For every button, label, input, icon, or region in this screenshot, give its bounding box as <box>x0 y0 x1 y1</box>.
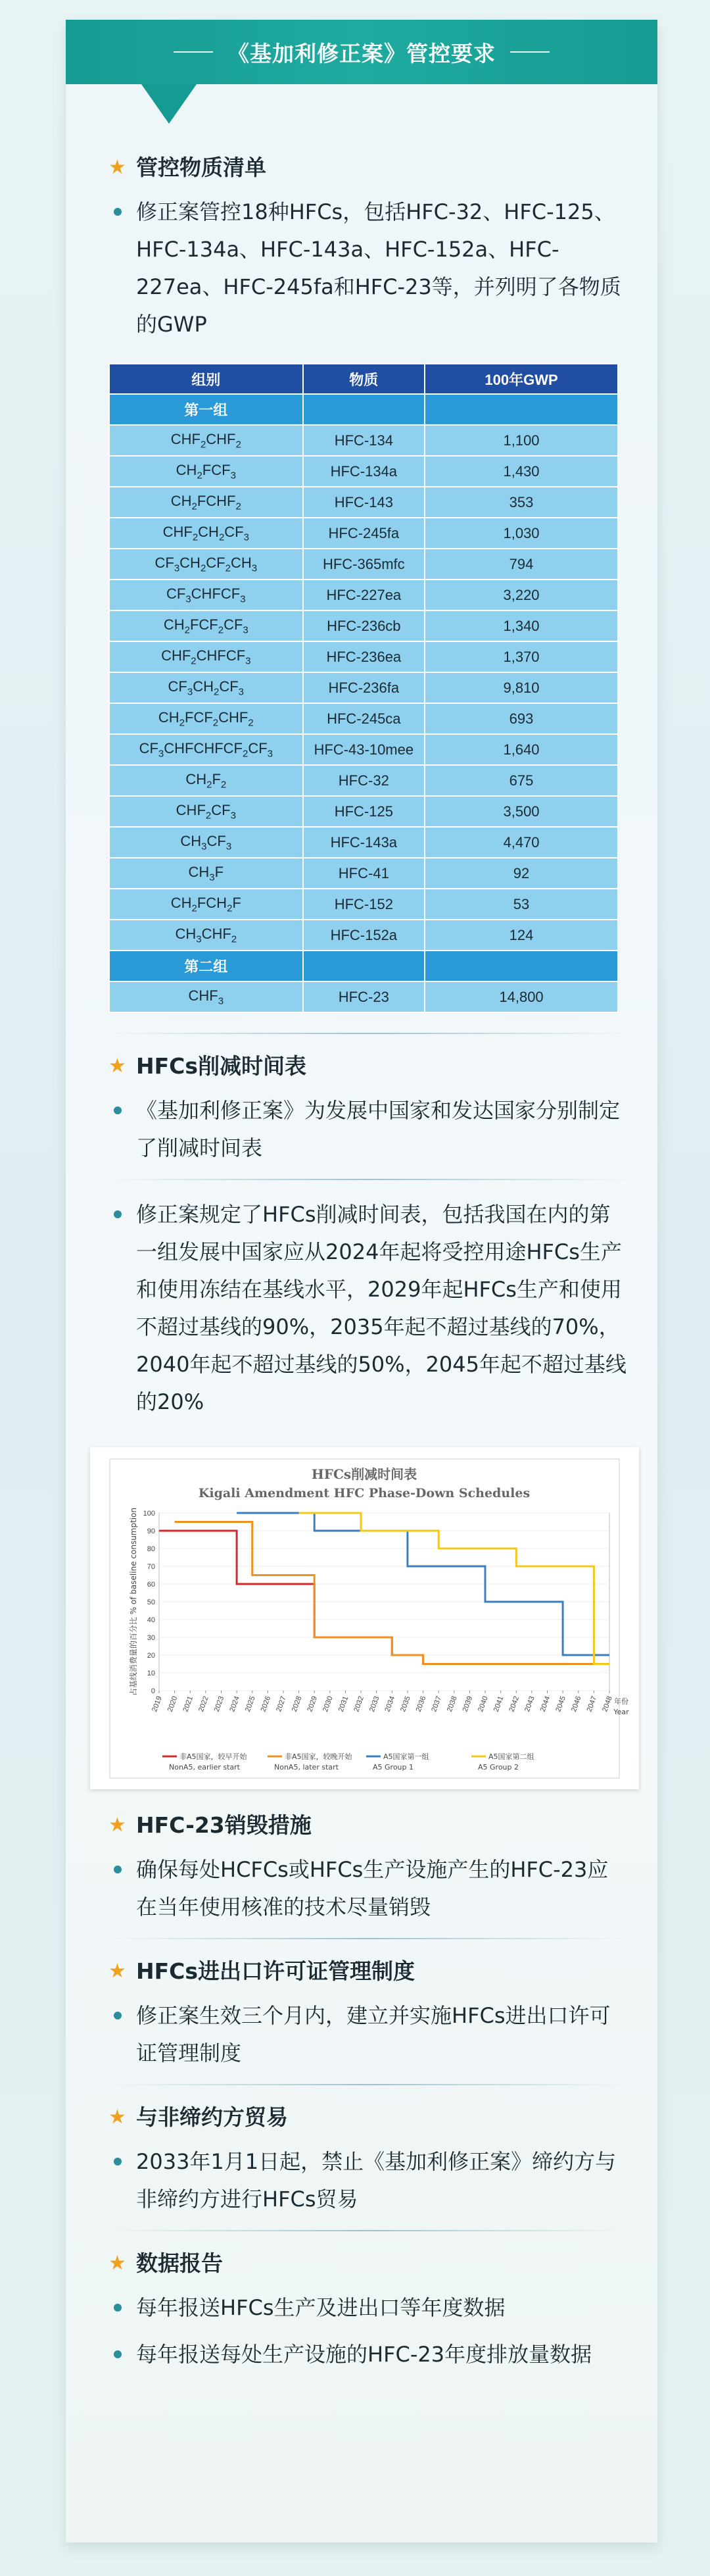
star-icon: ★ <box>108 2252 126 2275</box>
gwp-cell: 1,430 <box>425 456 618 487</box>
x-tick-label: 2045 <box>554 1695 567 1714</box>
divider <box>108 2230 628 2231</box>
substance-cell: HFC-143a <box>303 827 425 858</box>
star-icon: ★ <box>108 2106 126 2129</box>
gwp-cell: 53 <box>425 889 618 920</box>
section-title-text: 管控物质清单 <box>136 155 266 180</box>
y-tick-label: 90 <box>147 1527 155 1535</box>
empty-cell <box>303 394 425 425</box>
y-tick-label: 40 <box>147 1616 155 1624</box>
formula-cell: $CH_3F$ <box>109 858 303 889</box>
formula-cell: $CHF_2CF_3$ <box>109 796 303 827</box>
group-label: 第一组 <box>109 394 303 425</box>
bullet-item <box>108 1092 628 1167</box>
table-header-gwp: 100年GWP <box>425 364 618 394</box>
star-icon: ★ <box>108 1960 126 1983</box>
x-tick-label: 2041 <box>492 1695 506 1714</box>
table-header-row <box>109 364 618 394</box>
chart-svg <box>90 1447 639 1789</box>
substance-cell: HFC-41 <box>303 858 425 889</box>
bullet-text: 修正案规定了HFCs削减时间表，包括我国在内的第一组发展中国家应从2024年起将受控用途HFCs生产和使用冻结在基线水平，2029年起HFCs生产和使用不超过基线的90%，2035年起不超过基线的70%，2040年起不超过基线的50%，2045年起不超过基线的20% <box>136 1202 627 1414</box>
section-title-schedule <box>108 1050 628 1083</box>
table-row <box>109 981 618 1012</box>
section-title-hfc23 <box>108 1809 628 1842</box>
x-axis-unit-en: Year <box>613 1708 629 1716</box>
bullet-item <box>108 1997 628 2072</box>
gwp-cell: 14,800 <box>425 981 618 1012</box>
y-tick-label: 30 <box>147 1634 155 1642</box>
legend-label-cn: A5国家第二组 <box>488 1752 534 1761</box>
formula-cell: $CHF_2CHF_2$ <box>109 425 303 456</box>
chart-subtitle: Kigali Amendment HFC Phase-Down Schedules <box>198 1486 531 1500</box>
phase-down-chart <box>90 1447 639 1789</box>
bullet-dot-icon <box>114 2012 122 2019</box>
x-tick-label: 2048 <box>601 1695 614 1714</box>
formula-cell: $CH_2FCH_2F$ <box>109 889 303 920</box>
x-tick-label: 2038 <box>445 1695 459 1714</box>
x-tick-label: 2034 <box>383 1695 397 1714</box>
y-tick-label: 60 <box>147 1581 155 1589</box>
x-tick-label: 2026 <box>259 1695 273 1714</box>
table-row <box>109 827 618 858</box>
table-row <box>109 858 618 889</box>
section-title-license <box>108 1955 628 1988</box>
table-row <box>109 703 618 734</box>
legend-label-en: NonA5, later start <box>274 1763 339 1771</box>
formula-cell: $CH_2FCF_2CHF_2$ <box>109 703 303 734</box>
x-tick-label: 2044 <box>538 1695 552 1714</box>
legend-label-en: NonA5, earlier start <box>169 1763 240 1771</box>
bullet-dot-icon <box>114 1106 122 1114</box>
x-tick-label: 2037 <box>430 1695 443 1714</box>
y-tick-label: 50 <box>147 1598 155 1606</box>
bullet-text: 每年报送HFCs生产及进出口等年度数据 <box>136 2295 506 2320</box>
substance-cell: HFC-134a <box>303 456 425 487</box>
x-tick-label: 2042 <box>508 1695 521 1714</box>
bullet-text: 修正案生效三个月内，建立并实施HFCs进出口许可证管理制度 <box>136 2003 611 2066</box>
table-group-row <box>109 951 618 981</box>
bullet-text: 修正案管控18种HFCs，包括HFC-32、HFC-125、HFC-134a、HFC-143a、HFC-152a、HFC-227ea、HFC-245fa和HFC-23等，并列明了各物质的GWP <box>136 199 621 337</box>
gwp-cell: 693 <box>425 703 618 734</box>
substance-cell: HFC-245fa <box>303 518 425 549</box>
formula-cell: $CHF_2CH_2CF_3$ <box>109 518 303 549</box>
x-axis-unit-cn: 年份 <box>614 1697 628 1706</box>
divider <box>108 1033 628 1034</box>
formula-cell: $CF_3CH_2CF_2CH_3$ <box>109 549 303 580</box>
formula-cell: $CH_2FCF_3$ <box>109 456 303 487</box>
gwp-cell: 1,030 <box>425 518 618 549</box>
section-title-text: HFCs进出口许可证管理制度 <box>136 1958 415 1984</box>
y-tick-label: 70 <box>147 1563 155 1571</box>
header-notch <box>141 84 197 124</box>
substance-cell: HFC-152 <box>303 889 425 920</box>
formula-cell: $CH_3CHF_2$ <box>109 920 303 951</box>
x-tick-label: 2021 <box>181 1695 195 1714</box>
bullet-dot-icon <box>114 2304 122 2312</box>
table-row <box>109 425 618 456</box>
bullet-text: 2033年1月1日起，禁止《基加利修正案》缔约方与非缔约方进行HFCs贸易 <box>136 2149 617 2212</box>
table-row <box>109 641 618 672</box>
header-left-line <box>174 51 213 53</box>
x-tick-label: 2035 <box>399 1695 412 1714</box>
bullet-dot-icon <box>114 2158 122 2166</box>
empty-cell <box>425 394 618 425</box>
x-tick-label: 2031 <box>337 1695 350 1714</box>
table-row <box>109 734 618 765</box>
x-tick-label: 2043 <box>523 1695 536 1714</box>
bullet-item <box>108 2143 628 2218</box>
table-row <box>109 456 618 487</box>
y-axis-label: 占基线消费量的百分比 % of baseline consumption <box>129 1507 138 1697</box>
x-tick-label: 2028 <box>290 1695 304 1714</box>
substance-cell: HFC-227ea <box>303 580 425 610</box>
gwp-cell: 9,810 <box>425 672 618 703</box>
y-tick-label: 20 <box>147 1652 155 1660</box>
table-row <box>109 518 618 549</box>
legend-label-cn: 非A5国家，较晚开始 <box>285 1752 352 1761</box>
formula-cell: $CH_2FCHF_2$ <box>109 487 303 518</box>
x-tick-label: 2024 <box>228 1695 241 1714</box>
table-row <box>109 796 618 827</box>
formula-cell: $CF_3CHFCHFCF_2CF_3$ <box>109 734 303 765</box>
main-content <box>108 151 628 2383</box>
chart-title: HFCs削减时间表 <box>311 1466 417 1482</box>
y-tick-label: 10 <box>147 1670 155 1677</box>
table-row <box>109 549 618 580</box>
section-title-trade <box>108 2101 628 2134</box>
gwp-cell: 1,100 <box>425 425 618 456</box>
gwp-table <box>108 363 619 1013</box>
formula-cell: $CHF_2CHFCF_3$ <box>109 641 303 672</box>
x-tick-label: 2027 <box>275 1695 288 1714</box>
x-tick-label: 2030 <box>321 1695 335 1714</box>
divider <box>108 1938 628 1939</box>
y-tick-label: 100 <box>143 1510 155 1518</box>
table-header-group: 组别 <box>109 364 303 394</box>
x-tick-label: 2020 <box>166 1695 179 1714</box>
gwp-cell: 675 <box>425 765 618 796</box>
x-tick-label: 2019 <box>151 1695 164 1714</box>
formula-cell: $CH_2FCF_2CF_3$ <box>109 610 303 641</box>
bullet-dot-icon <box>114 208 122 216</box>
x-tick-label: 2047 <box>585 1695 599 1714</box>
formula-cell: $CH_2F_2$ <box>109 765 303 796</box>
bullet-text: 确保每处HCFCs或HFCs生产设施产生的HFC-23应在当年使用核准的技术尽量销毁 <box>136 1857 609 1920</box>
gwp-cell: 3,500 <box>425 796 618 827</box>
substance-cell: HFC-134 <box>303 425 425 456</box>
legend-label-cn: A5国家第一组 <box>383 1752 429 1761</box>
gwp-cell: 1,640 <box>425 734 618 765</box>
substance-cell: HFC-236ea <box>303 641 425 672</box>
substance-cell: HFC-365mfc <box>303 549 425 580</box>
substance-cell: HFC-236fa <box>303 672 425 703</box>
x-tick-label: 2039 <box>461 1695 475 1714</box>
gwp-table-body <box>109 394 618 1012</box>
x-tick-label: 2040 <box>477 1695 490 1714</box>
table-row <box>109 610 618 641</box>
section-title-text: HFCs削减时间表 <box>136 1053 307 1079</box>
empty-cell <box>303 951 425 981</box>
header-right-line <box>510 51 550 53</box>
substance-cell: HFC-236cb <box>303 610 425 641</box>
header-banner <box>66 20 657 84</box>
table-row <box>109 672 618 703</box>
group-label: 第二组 <box>109 951 303 981</box>
bullet-item <box>108 2336 628 2373</box>
x-tick-label: 2022 <box>197 1695 210 1714</box>
gwp-cell: 1,340 <box>425 610 618 641</box>
formula-cell: $CH_3CF_3$ <box>109 827 303 858</box>
bullet-item <box>108 193 628 343</box>
star-icon: ★ <box>108 156 126 179</box>
gwp-cell: 4,470 <box>425 827 618 858</box>
substance-cell: HFC-152a <box>303 920 425 951</box>
gwp-cell: 92 <box>425 858 618 889</box>
section-title-report <box>108 2247 628 2280</box>
table-row <box>109 889 618 920</box>
section-title-substances <box>108 151 628 184</box>
empty-cell <box>425 951 618 981</box>
bullet-dot-icon <box>114 2350 122 2358</box>
bullet-dot-icon <box>114 1210 122 1218</box>
gwp-cell: 124 <box>425 920 618 951</box>
gwp-cell: 353 <box>425 487 618 518</box>
formula-cell: $CF_3CH_2CF_3$ <box>109 672 303 703</box>
substance-cell: HFC-143 <box>303 487 425 518</box>
x-tick-label: 2033 <box>367 1695 381 1714</box>
star-icon: ★ <box>108 1054 126 1077</box>
substance-cell: HFC-23 <box>303 981 425 1012</box>
x-tick-label: 2025 <box>243 1695 257 1714</box>
legend-label-en: A5 Group 2 <box>478 1763 519 1771</box>
star-icon: ★ <box>108 1814 126 1837</box>
legend-label-cn: 非A5国家，较早开始 <box>179 1752 247 1761</box>
table-row <box>109 487 618 518</box>
formula-cell: $CF_3CHFCF_3$ <box>109 580 303 610</box>
section-title-text: 数据报告 <box>136 2250 223 2276</box>
substance-cell: HFC-32 <box>303 765 425 796</box>
bullet-item <box>108 2289 628 2327</box>
divider <box>108 1179 628 1180</box>
bullet-text: 每年报送每处生产设施的HFC-23年度排放量数据 <box>136 2342 592 2367</box>
table-row <box>109 580 618 610</box>
table-row <box>109 920 618 951</box>
y-tick-label: 0 <box>151 1687 155 1695</box>
section-title-text: HFC-23销毁措施 <box>136 1812 312 1838</box>
legend-label-en: A5 Group 1 <box>373 1763 414 1771</box>
bullet-item <box>108 1196 628 1421</box>
bullet-text: 《基加利修正案》为发展中国家和发达国家分别制定了削减时间表 <box>136 1098 621 1160</box>
divider <box>108 2084 628 2085</box>
substance-cell: HFC-125 <box>303 796 425 827</box>
table-header-substance: 物质 <box>303 364 425 394</box>
substance-cell: HFC-245ca <box>303 703 425 734</box>
page-title: 《基加利修正案》管控要求 <box>227 40 496 66</box>
bullet-dot-icon <box>114 1866 122 1873</box>
x-tick-label: 2023 <box>212 1695 226 1714</box>
table-row <box>109 765 618 796</box>
x-tick-label: 2046 <box>569 1695 583 1714</box>
y-tick-label: 80 <box>147 1545 155 1553</box>
x-tick-label: 2036 <box>414 1695 428 1714</box>
x-tick-label: 2032 <box>352 1695 366 1714</box>
x-tick-label: 2029 <box>306 1695 320 1714</box>
gwp-cell: 1,370 <box>425 641 618 672</box>
bullet-item <box>108 1851 628 1926</box>
substance-cell: HFC-43-10mee <box>303 734 425 765</box>
gwp-cell: 794 <box>425 549 618 580</box>
formula-cell: $CHF_3$ <box>109 981 303 1012</box>
table-group-row <box>109 394 618 425</box>
gwp-cell: 3,220 <box>425 580 618 610</box>
section-title-text: 与非缔约方贸易 <box>136 2104 288 2130</box>
